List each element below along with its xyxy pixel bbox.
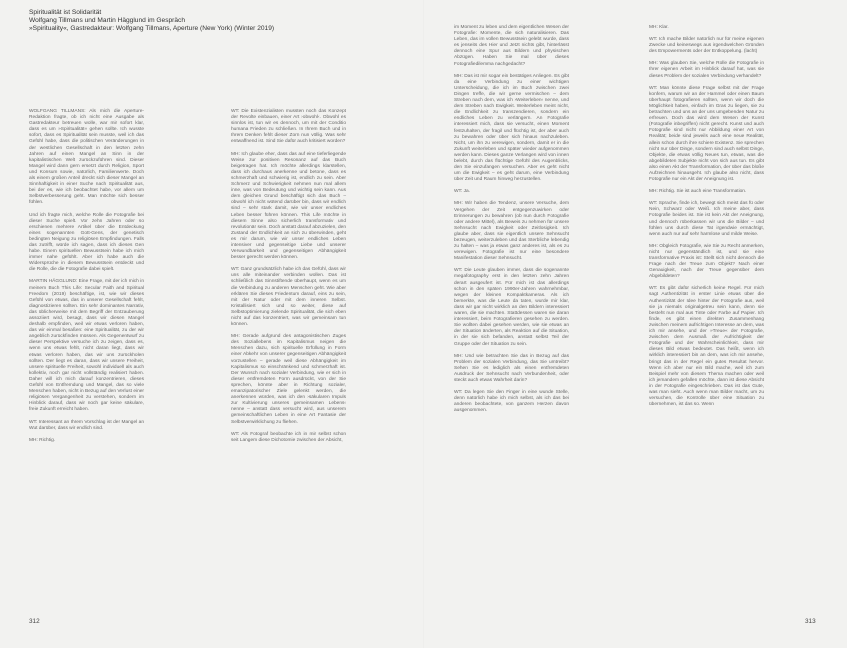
paragraph: MH: Und wie betrachten Sie das in Bezug auf das Problem der sozialen Verbindung, das Sie umtreibt? Sehen Sie es lediglich als einen entfremdeten Ausdruck der Sehnsucht nach Verbundenheit, oder steckt auch etwas Wahrheit darin? xyxy=(454,353,569,383)
paragraph: WT: Sprache, finde ich, bewegt sich meist das fü oder Nein, Schwarz oder Weiß. Ich meine aber, dass Fotografie beides ist. Sie ist kein Akt der Aneignung, und dennoch rüberkassen wir uns die Bilder – und fühlen uns durch diese Tat irgendwie ermächtigt, wenn auch nur auf sehr harmlose und milde Weise. xyxy=(649,201,764,237)
paragraph: MH: Ich glaube eher, dass das auf eine tieferliegende Weise zur positiven Resonanz auf das Buch beigetragen hat. Ich möchte allerdings klarstellen, dass ich durchaus anerkenne und betone, dass es schmerzhaft und schwierig ist, endlich zu sein. Aber Schmerz und Schwierigkeit nehmen nun mal allem inne, was von Bedeutung und wichtig sein kann. Aus dem gleichen Grund beschäftigt sich das Buch – obwohl ich nicht wütend darüber bin, dass wir endlich sind – sehr stark damit, wie wir unser endliches Leben besser führen können. This Life möchte in diesem Sinne also sicherlich transformativ und revolutionär sein. Doch anstatt darauf abzuzielen, den Zustand der Endlichkeit an sich zu überwinden, geht es mir darum, wie wir unser endliches Leben intensiver und gegenseitige Liebe und unserer Verwundbarkeit und gegenseitigen Abhängigkeit besser gerecht werden können. xyxy=(231,151,346,261)
paragraph: WT: Die Existenzialisten mussten noch das Konzept der Revolte einbauen, einer Art ›obwohl‹. Obwohl es sinnlos ist, tun wir es dennoch, um mit der Conditio humana Frieden zu schließen. In Ihrem Buch und in Ihrem Denken fehlt dieser Zorn nun völlig. Was sehr entwaffnend ist. Sind Sie dafür auch kritisiert worden? xyxy=(231,109,346,145)
text-column-3 xyxy=(454,25,569,420)
paragraph: MH: Klar. xyxy=(649,25,669,30)
paragraph: WT: Es gibt dafür sicherlich keine Regel. Für mich sagt Authentizität in erster Linie etwas über die Authentizität der Idee hinter der Fotografie aus, weil sie ja niemals originalgetreu sein kann, denn sie besteht nun mal aus Tinte oder Farbe auf Papier. Ich finde, es gibt einen direkten Zusammenhang zwischen meinem aufrichtigen Interesse an dem, was ich mir ansehe, und der »Treue« der Fotografie, zwischen dem Ausmaß der Aufrichtigkeit der Fotografie und der Wahrscheinlichkeit, dass mir dieses Bild etwas bedeutet. Das heißt, wenn ich wirklich interessiert bin an dem, was ich mir ansehe, bringt das in der Regel ein gutes Resultat hervor. Wenn ich aber nur ein Bild mache, weil ich zum Beispiel mehr von diesem Thema machen oder weil ich jemandem gefallen möchte, dann ist diese Absicht in der Fotografie eingeschrieben. Das ist das Gute, was man sieht. Auch wenn man Bilder macht, um zu versuchen, die Kontrolle über eine Situation zu übernehmen, ist das so. Wenn xyxy=(649,286,764,408)
paragraph: WT: Da legen Sie den Finger in eine wunde Stelle, denn natürlich habe ich mich selbst, als ich das bei anderen beobachtete, von ganzem Herzen davon ausgenommen. xyxy=(454,390,569,414)
page-number-left: 312 xyxy=(29,618,40,625)
paragraph: MH: Richtig. Sie ist auch eine Transformation. xyxy=(649,189,747,195)
text-column-4 xyxy=(649,25,764,414)
paragraph: WT: Als Fotograf beobachte ich in mir selbst schon seit Langem diese Dichotomie zwischen der Absicht, xyxy=(231,431,346,443)
page-number-right: 313 xyxy=(805,618,816,625)
article-subtitle: Wolfgang Tillmans und Martin Hägglund im Gespräch xyxy=(29,17,186,25)
article-source: »Spirituality«, Gastredakteur: Wolfgang Tillmans, Aperture (New York) (Winter 2019) xyxy=(29,25,275,33)
paragraph: MH: Richtig. xyxy=(29,437,56,443)
paragraph: im Moment zu leben und dem eigentlichen Wesen der Fotografie: Momente, die sich naturalisieren. Das Leben, das im vollen Bewusstsein gelebt wurde, dass es jenseits des Hier und Jetzt nichts gibt, hinterlässt dennoch eine Spur aus Bildern und physischen Abzügen. Haben Sie mal über dieses Fotografiedilemma nachgedacht? xyxy=(454,25,569,67)
paragraph: WT: Interessant an Ihrem Vorschlag ist der Mangel an Wut darüber, dass wir endlich sind. xyxy=(29,419,144,431)
text-column-1 xyxy=(29,109,144,450)
paragraph: MH: Wir haben die Tendenz, unsere Versuche, dem Vergehen der Zeit entgegenzuwirken oder Erinnerungen zu bewahren (ob nun durch Fotografie oder andere Mittel), als Beweis zu nehmen für unsere Sehnsucht nach Ewigkeit oder Zeitlosigkeit. Ich glaube aber, dass sie eigentlich unsere Sehnsucht bezeugen, weiterzuleben und das Sterbliche lebendig zu halten – was ja etwas ganz anderes ist, als es zu verewigen. Fotografie ist nur eine besondere Manifestation dieser Sehnsucht. xyxy=(454,201,569,262)
paragraph: WT: Man könnte diese Frage selbst mit der Frage konfern, warum wir an der Hammel oder einen Baum überhaupt fotografieren sollten, wenn wir doch die Möglichkeit haben, einfach im Gras zu liegen, sie zu betrachten und uns an der uns umgebenden Natur zu erfreuen. Doch das wird dem Wesen der Kunst (Fotografie inbegriffen) nicht gerecht. Kunst und auch Fotografie sind nicht nur Abbildung einer Art von Realität; beide sind jeweils auch eine neue Realität, allein schon durch ihre schiere Existenz. Sie sprechen nicht nur über Dinge, sondern sind auch selbst Dinge, Objekte, die etwas völlig Neues tun, etwas, was die abgebildeten Subjekte nicht von sich aus tun. Es gibt also einen Akt der Transformation, der über das bloße Aufzeichnen hinausgeht. Ich glaube also nicht, dass Fotografie nur ein Akt der Aneignung ist. xyxy=(649,85,764,183)
paragraph: MH: Was glauben Sie, welche Rolle die Fotografie in Ihrer eigenen Arbeit im Hinblick darauf hat, was sie dieses Problem der sozialen Verbindung verhandelt? xyxy=(649,61,764,79)
paragraph: WT: Die Leute glauben immer, dass die sogenannte megafotography erst in den letzten zehn Jahren derart ausgeufert ist. Für mich ist das allerdings schon in den späten 1990er-Jahren wahrnehmbar, wegen der kleinen Kompaktkameras. Als ich bemerkte, was die Leute da taten, wurde mir klar, dass wir gar nicht wirklich an den Bildern interessiert waren, die sie machten. Stattdessen waren sie daran interessiert, beim Fotografieren gesehen zu werden. Sie wollten dabei gesehen werden, wie sie etwas an der Situation änderten, als Reaktion auf die Situation, in der sie sich befanden, anstatt selbst Teil der Gruppe oder der Situation zu sein. xyxy=(454,268,569,347)
article-header xyxy=(29,9,429,34)
paragraph: Und ich fragte mich, welche Rolle die Fotografie bei dieser Suche spielt. Vor zehn Jahren oder so erschienen mehrere Artikel über die Entdeckung eines sogenannten Gott-Gens, der genetisch bedingten Neigung zu religiösen Empfindungen. Falls das zutrifft, würde ich sagen, dass ich dieses Gen habe. Einem spirituellen Bewusstsein habe ich mich immer nahe gefühlt. Aber ich habe auch die Widersprüche in diesem Bewusstsein entdeckt und die Rolle, die die Fotografie dabei spielt. xyxy=(29,212,144,273)
paragraph: WT: Ganz grundsätzlich habe ich das Gefühl, dass wir uns alle miteinander verbinden wollen. Das ist schließlich das Sinnstiftende überhaupt, wenn es um die Verbindung zu anderen Menschen geht. Wie aber erklären Sie dieses Friedentum darauf, eins zu sein, mit der Natur oder mit dem inneren Selbst. Kristallisiert sich und so weiter, diese auf Selbstoptimierung zielende Spiritualität, die sich eben nicht auf das konzentriert, was wir gemeinsam tun können. xyxy=(231,267,346,328)
paragraph: MH: Das ist mir sogar ein bestätiges Anliegen. Es gibt da eine Verbindung zu einer wichtigen Unterscheidung, die ich im Buch zwischen zwei Dingen treffe, die wir gerne vermischen – dem Streben nach dem, was ich ›Weiterleben‹ nenne, und dem Streben nach Ewigkeit. Weiterleben meint nicht, die Endlichkeit zu transzendieren, sondern ein endliches Leben zu verlängern. An Fotografie interessiert mich, dass sie versucht, einen Moment festzuhalten, der fragil und flüchtig ist, der aber auch zu bewahren oder über sich hinaus nachzuleben. Nicht, um ihn zu verewigen, sondern, damit er in die Zukunft weiterleben und später wieder aufgenommen werden kann. Dieses ganze Verlangen wird von innen belebt, durch das flüchtige Gefühl des Augenblicks, den Sie einzufangen versuchen. Aber es geht nicht um die Ewigkeit – es geht darum, eine Verbindung über Zeit und Raum hinweg herzustellen. xyxy=(454,73,569,183)
paragraph: MARTIN HÄGGLUND: Eine Frage, mit der ich mich in meinem Buch This Life: Secular Faith and Spiritual Freedom (2019) beschäftige, ist, wie wir dieses Gefühl von etwas, das in unserer Gesellschaft fehlt, diagnostizieren sollten. Ein sehr dominantes Narrativ, das üblicherweise mit dem Begriff der Entzauberung assoziiert wird, besagt, dass wir diesen Mangel deshalb empfinden, weil wir etwas verloren haben, das wir einmal besaßen: eine Spiritualität, zu der wir angeblich zurückfinden müssen. Als Gegenentwurf zu dieser Perspektive versuche ich zu zeigen, dass es, wenn uns etwas fehlt, nicht daran liegt, dass wir etwas verloren haben, das wir uns zurückholen sollten. Der liegt es daran, dass wir unsere Freiheit, unsere spirituelle Freiheit, sowohl individuell als auch kollektiv, noch gar nicht vollständig realisiert haben. Daher will ich mich darauf konzentrieren, dieses Gefühl von Entfremdung und Mangel, das so viele Menschen haben, nicht in Bezug auf den Verlust einer religiösen Vergangenheit zu verstehen, sondern im Hinblick darauf, dass wir noch gar keine säkulare, freie Zukunft erreicht haben. xyxy=(29,279,144,413)
article-title: Spiritualität ist Solidarität xyxy=(29,9,102,16)
paragraph: MH: Obgleich Fotografie, wie Sie zu Recht anmerken, nicht nur gegenständlich ist, und sie eine transformative Praxis ist: Stellt sich nicht dennoch die Frage nach der Treue zum Objekt? Nach einer Genauigkeit, nach der Treue gegenüber dem Abgebildeten? xyxy=(649,243,764,280)
paragraph: WOLFGANG TILLMANS: Als mich die Aperture-Redaktion fragte, ob ich nicht eine Ausgabe als Gastredakteur betreuen wolle, war mir sofort klar, dass es um »Spiritualität« gehen sollte. Ich wusste sofort, dass es Spiritualität sein musste, weil ich das Gefühl habe, dass die politischen Veränderungen in der westlichen Gesellschaft in den letzten zehn Jahren auf einen Mangel an Sinn in der kapitalistischen Welt zurückzuführen sind. Dieser Mangel wird dann gern ersetzt durch Religion, Sport und Konsum sowie, natürlich, Familienwerte. Doch als einem großen Anteil dreckt sich dieser Mangel an Sinnhaftigkeit in einer Suche nach Spiritualität aus, bei der es, wie ich beobachtet habe, vor allem um Selbstverbesserung geht. Man möchte sich besser fühlen. xyxy=(29,109,144,206)
paragraph: MH: Gerade aufgrund des antagonistischen Zuges des Soziallebens im Kapitalismus neigen die Menschen dazu, sich spirituelle Erfüllung in Form einer Abkehr von unserer gegenseitigen Abhängigkeit vorzustellen – gerade weil diese Abhängigkeit im Kapitalismus so einschränkend und schmerzhaft ist. Der Wunsch nach sozialer Verbindung, wie er sich in dieser entfremdeten Form ausdrückt, von der Sie sprechen, könnte aber in Richtung sozialer, emanzipatorischer Ziele gelenkt werden, die anerkennen würden, was ich den ›säkularen Impuls zur Kultivierung unseres gemeinsamen Lebens‹ nenne – anstatt dass versucht wird, aus unserem gemeinschaftlichen Leben in eine Art Fantasie der Selbstverwirklichung zu fliehen. xyxy=(231,334,346,425)
paragraph: WT: Ich mache Bilder natürlich nur für meine eigenen Zwecke und keineswegs aus irgendwelchen Gründen des Empowerments oder der Entkoppelung. (lacht) xyxy=(649,37,764,55)
paragraph: WT: Ja. xyxy=(454,189,470,195)
text-column-2 xyxy=(231,109,346,450)
gutter xyxy=(423,0,424,648)
